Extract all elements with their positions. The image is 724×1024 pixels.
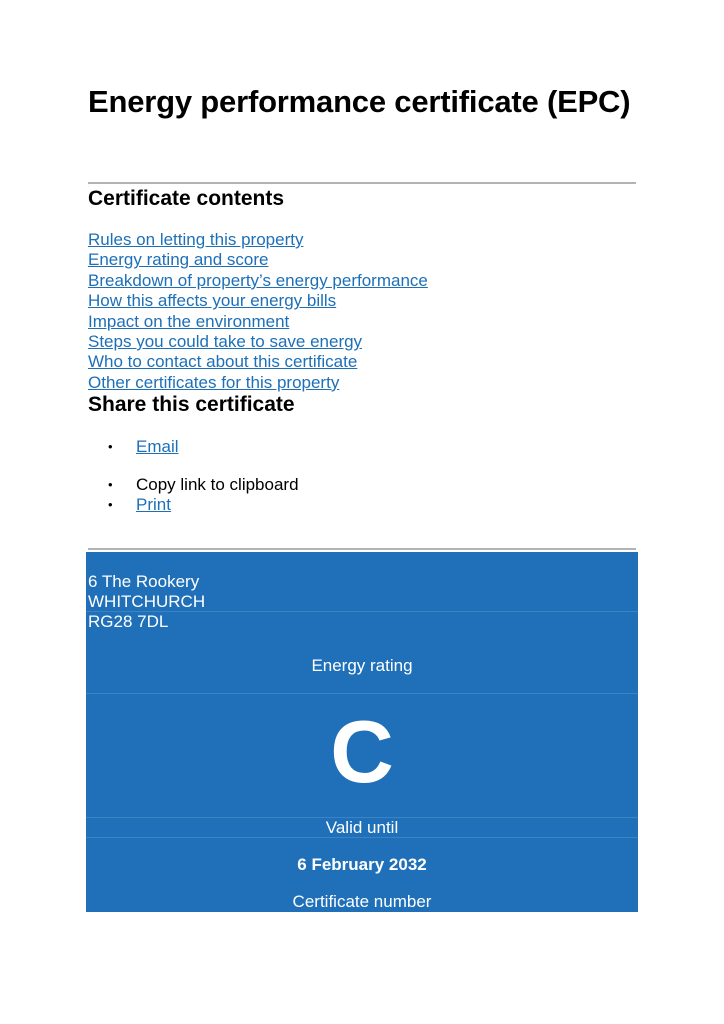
link-energy-rating-and-score[interactable]: Energy rating and score [88, 250, 269, 270]
certificate-number-label: Certificate number [292, 892, 432, 911]
share-heading: Share this certificate [88, 393, 295, 416]
link-steps-to-save-energy[interactable]: Steps you could take to save energy [88, 331, 363, 351]
panel-divider [86, 837, 638, 838]
link-rules-on-letting[interactable]: Rules on letting this property [88, 230, 304, 249]
contents-heading: Certificate contents [88, 187, 285, 210]
email-link[interactable]: Email [136, 437, 179, 456]
bullet-icon: • [108, 439, 113, 454]
link-impact-on-environment[interactable]: Impact on the environment [88, 311, 290, 331]
link-other-certificates[interactable]: Other certificates for this property [88, 372, 340, 392]
contents-item [88, 332, 428, 352]
energy-rating-label: Energy rating [311, 656, 413, 675]
bullet-icon: • [108, 497, 113, 512]
panel-divider [86, 611, 638, 612]
contents-item [88, 230, 428, 250]
section-divider [88, 182, 636, 184]
contents-item [88, 352, 428, 372]
address-line-1: 6 The Rookery [88, 572, 200, 591]
link-who-to-contact[interactable]: Who to contact about this certificate [88, 352, 358, 372]
energy-rating-value: C [330, 702, 394, 801]
contents-item [88, 373, 428, 393]
section-divider [88, 548, 636, 550]
panel-divider [86, 693, 638, 694]
valid-until-date: 6 February 2032 [297, 855, 427, 874]
print-link[interactable]: Print [136, 495, 171, 514]
contents-item [88, 271, 428, 291]
link-breakdown-energy-performance[interactable]: Breakdown of property’s energy performance [88, 270, 428, 290]
contents-item [88, 312, 428, 332]
valid-until-label: Valid until [325, 818, 399, 837]
link-energy-bills[interactable]: How this affects your energy bills [88, 291, 337, 311]
contents-item [88, 291, 428, 311]
contents-list [88, 230, 428, 393]
epc-summary-panel [86, 552, 638, 912]
contents-item [88, 250, 428, 270]
copy-link-button[interactable]: Copy link to clipboard [136, 475, 299, 494]
bullet-icon: • [108, 477, 113, 492]
page-title: Energy performance certificate (EPC) [88, 84, 631, 119]
address-line-2: WHITCHURCH [88, 592, 206, 611]
address-postcode: RG28 7DL [88, 612, 169, 631]
